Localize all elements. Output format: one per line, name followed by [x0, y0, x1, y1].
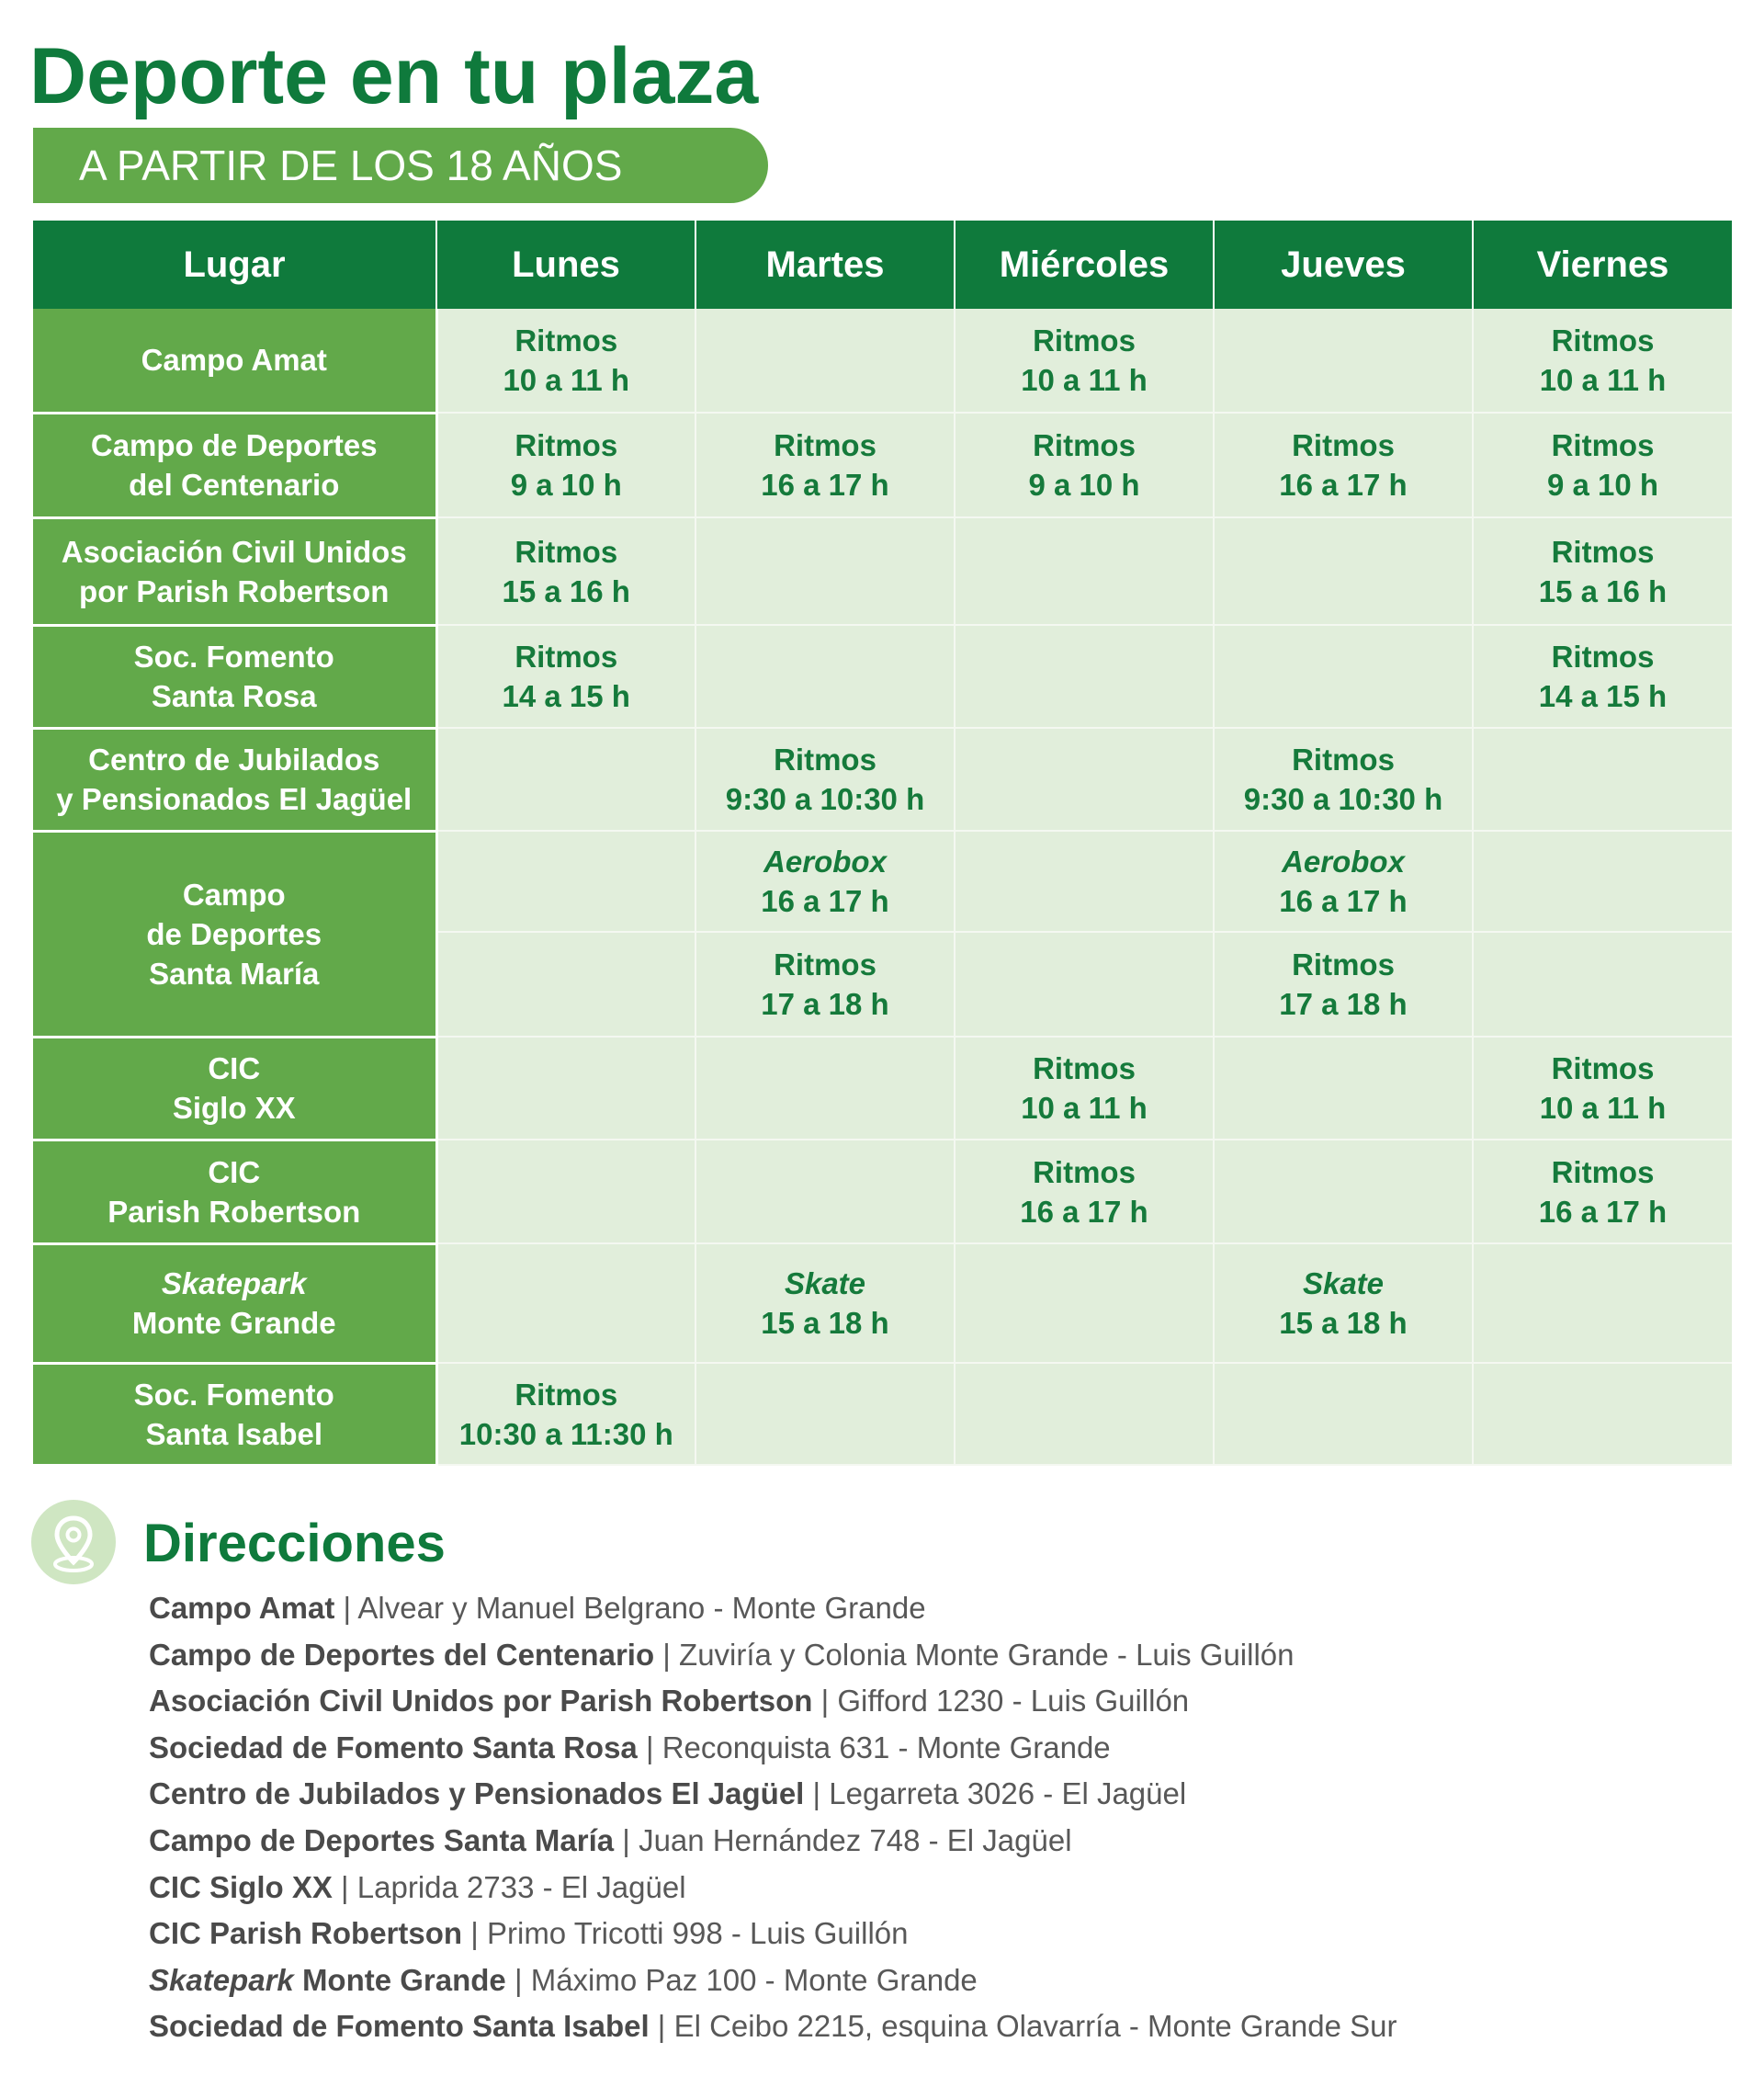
- schedule-cell: [1473, 413, 1732, 517]
- activity-label: Ritmos: [774, 947, 876, 981]
- time-label: 15 a 18 h: [1279, 1306, 1408, 1340]
- place-cell: [33, 1140, 436, 1243]
- place-name: de Deportes: [146, 916, 322, 951]
- list-item: [149, 1585, 1397, 1632]
- schedule-cell: [1473, 1243, 1732, 1363]
- schedule-cell: [695, 1243, 955, 1363]
- schedule-cell: [436, 625, 695, 728]
- table-row: [33, 625, 1732, 728]
- place-name: Asociación Civil Unidos: [61, 534, 407, 569]
- activity-label: Ritmos: [1033, 323, 1136, 357]
- place-name: Santa Rosa: [151, 679, 317, 713]
- address-label: Gifford 1230 - Luis Guillón: [837, 1684, 1190, 1719]
- place-cell: [33, 1363, 436, 1465]
- activity-label: Ritmos: [1551, 323, 1655, 357]
- place-name: Soc. Fomento: [133, 640, 334, 674]
- place-cell: [33, 1037, 436, 1140]
- list-item: [149, 1818, 1397, 1865]
- time-label: 15 a 18 h: [761, 1306, 889, 1340]
- time-label: 16 a 17 h: [1279, 468, 1408, 502]
- place-name: por Parish Robertson: [79, 573, 390, 608]
- place-cell: [33, 413, 436, 517]
- schedule-cell: [1214, 932, 1473, 1037]
- schedule-cell: [436, 728, 695, 831]
- time-label: 10 a 11 h: [1539, 363, 1667, 397]
- time-label: 17 a 18 h: [761, 987, 889, 1021]
- schedule-cell: [436, 932, 695, 1037]
- schedule-cell: [695, 1037, 955, 1140]
- activity-label: Ritmos: [1551, 1154, 1655, 1189]
- schedule-cell: [1214, 1140, 1473, 1243]
- address-label: Máximo Paz 100 - Monte Grande: [530, 1962, 978, 1997]
- activity-label: Ritmos: [1033, 1154, 1136, 1189]
- address-label: Juan Hernández 748 - El Jagüel: [639, 1822, 1072, 1857]
- schedule-cell: [695, 1363, 955, 1465]
- schedule-cell: [695, 413, 955, 517]
- schedule-cell: [436, 309, 695, 413]
- header-lugar: Lugar: [33, 221, 436, 309]
- separator: |: [812, 1684, 838, 1719]
- header-viernes: Viernes: [1473, 221, 1732, 309]
- activity-label: Ritmos: [1292, 428, 1395, 462]
- schedule-cell: [695, 1140, 955, 1243]
- table-row: [33, 413, 1732, 517]
- schedule-cell: [436, 413, 695, 517]
- schedule-cell: [695, 831, 955, 932]
- schedule-cell: [1214, 1037, 1473, 1140]
- page-title: Deporte en tu plaza: [29, 32, 759, 120]
- schedule-cell: [955, 1363, 1214, 1465]
- activity-label: Ritmos: [1292, 743, 1395, 777]
- time-label: 9:30 a 10:30 h: [1243, 782, 1443, 816]
- schedule-cell: [695, 728, 955, 831]
- time-label: 16 a 17 h: [1538, 1194, 1668, 1229]
- place-label: Monte Grande: [301, 1962, 506, 1997]
- place-cell: [33, 309, 436, 413]
- place-label: Sociedad de Fomento Santa Isabel: [149, 2009, 650, 2044]
- time-label: 16 a 17 h: [761, 884, 889, 918]
- list-item: [149, 1725, 1397, 1772]
- time-label: 10 a 11 h: [1539, 1091, 1667, 1125]
- separator: |: [654, 1637, 680, 1672]
- place-cell: [33, 831, 436, 1037]
- activity-label: Skate: [1302, 1266, 1385, 1300]
- schedule-cell: [955, 932, 1214, 1037]
- place-name: CIC: [208, 1051, 261, 1085]
- schedule-cell: [436, 1363, 695, 1465]
- schedule-cell: [695, 932, 955, 1037]
- list-item: [149, 1632, 1397, 1679]
- separator: [294, 1963, 302, 1997]
- schedule-cell: [1473, 309, 1732, 413]
- separator: |: [649, 2009, 674, 2044]
- place-name: Campo de Deportes: [90, 428, 378, 462]
- table-row: [33, 1243, 1732, 1363]
- schedule-cell: [1214, 1243, 1473, 1363]
- time-label: 10:30 a 11:30 h: [458, 1416, 673, 1451]
- time-label: 10 a 11 h: [503, 363, 630, 397]
- activity-label: Ritmos: [774, 428, 876, 462]
- place-label: CIC Siglo XX: [149, 1869, 333, 1904]
- directions-list: [149, 1585, 1397, 2050]
- place-cell: [33, 1243, 436, 1363]
- table-row: [33, 728, 1732, 831]
- schedule-cell: [1214, 309, 1473, 413]
- directions-title: Direcciones: [143, 1514, 446, 1573]
- separator: |: [505, 1962, 531, 1997]
- place-name: Santa Isabel: [145, 1416, 323, 1451]
- separator: |: [462, 1916, 487, 1951]
- schedule-cell: [436, 1243, 695, 1363]
- table-row: [33, 1363, 1732, 1465]
- schedule-cell: [955, 625, 1214, 728]
- table-row: [33, 1140, 1732, 1243]
- schedule-cell: [955, 413, 1214, 517]
- table-row: [33, 517, 1732, 625]
- time-label: 16 a 17 h: [1020, 1194, 1148, 1229]
- schedule-cell: [1214, 831, 1473, 932]
- table-row: [33, 831, 1732, 932]
- activity-label: Ritmos: [1551, 534, 1655, 569]
- list-item: [149, 2003, 1397, 2050]
- activity-label: Ritmos: [1292, 947, 1395, 981]
- schedule-cell: [1214, 413, 1473, 517]
- place-name: Centro de Jubilados: [88, 743, 380, 777]
- separator: |: [334, 1591, 358, 1625]
- place-label: Campo Amat: [149, 1591, 335, 1625]
- separator: |: [332, 1869, 357, 1904]
- schedule-cell: [955, 1037, 1214, 1140]
- list-item: [149, 1771, 1397, 1818]
- schedule-table: [33, 221, 1732, 1467]
- activity-label: Aerobox: [1282, 845, 1405, 879]
- address-label: Primo Tricotti 998 - Luis Guillón: [486, 1916, 909, 1951]
- schedule-cell: [955, 1140, 1214, 1243]
- place-cell: [33, 517, 436, 625]
- header-martes: Martes: [695, 221, 955, 309]
- address-label: Laprida 2733 - El Jagüel: [356, 1869, 686, 1904]
- place-name: Soc. Fomento: [133, 1377, 334, 1412]
- activity-label: Ritmos: [1551, 428, 1655, 462]
- schedule-cell: [436, 831, 695, 932]
- schedule-cell: [1473, 831, 1732, 932]
- schedule-cell: [695, 309, 955, 413]
- location-pin-icon: [29, 1498, 118, 1586]
- schedule-cell: [955, 831, 1214, 932]
- schedule-cell: [695, 625, 955, 728]
- place-name: Campo Amat: [141, 343, 327, 378]
- activity-label: Ritmos: [514, 1377, 618, 1412]
- schedule-cell: [695, 517, 955, 625]
- activity-label: Ritmos: [774, 743, 876, 777]
- time-label: 10 a 11 h: [1021, 1091, 1148, 1125]
- separator: |: [614, 1822, 639, 1857]
- table-row: [33, 1037, 1732, 1140]
- activity-label: Ritmos: [514, 534, 618, 569]
- address-label: Zuviría y Colonia Monte Grande - Luis Guillón: [679, 1637, 1295, 1672]
- activity-label: Skate: [784, 1266, 866, 1300]
- time-label: 9 a 10 h: [1028, 468, 1140, 502]
- place-label: CIC Parish Robertson: [149, 1916, 463, 1951]
- address-label: El Ceibo 2215, esquina Olavarría - Monte Grande Sur: [673, 2009, 1397, 2044]
- place-label: Asociación Civil Unidos por Parish Robertson: [149, 1684, 813, 1719]
- place-name: Monte Grande: [131, 1306, 336, 1340]
- schedule-cell: [1214, 517, 1473, 625]
- schedule-cell: [955, 728, 1214, 831]
- place-name: Campo: [182, 877, 286, 912]
- header-lunes: Lunes: [436, 221, 695, 309]
- age-banner: A PARTIR DE LOS 18 AÑOS: [33, 128, 768, 203]
- address-label: Reconquista 631 - Monte Grande: [662, 1730, 1111, 1764]
- table-row: [33, 309, 1732, 413]
- schedule-cell: [436, 517, 695, 625]
- time-label: 16 a 17 h: [761, 468, 889, 502]
- activity-label: Ritmos: [1551, 640, 1655, 674]
- schedule-cell: [1473, 1363, 1732, 1465]
- time-label: 15 a 16 h: [502, 573, 630, 608]
- place-cell: [33, 728, 436, 831]
- address-label: Alvear y Manuel Belgrano - Monte Grande: [357, 1591, 926, 1625]
- schedule-cell: [1473, 932, 1732, 1037]
- list-item: [149, 1865, 1397, 1912]
- schedule-cell: [436, 1140, 695, 1243]
- place-name: Skatepark: [161, 1266, 307, 1300]
- place-label: Centro de Jubilados y Pensionados El Jagüel: [149, 1776, 805, 1811]
- address-label: Legarreta 3026 - El Jagüel: [829, 1776, 1187, 1811]
- time-label: 16 a 17 h: [1279, 884, 1408, 918]
- time-label: 15 a 16 h: [1538, 573, 1668, 608]
- list-item: [149, 1678, 1397, 1725]
- schedule-cell: [1214, 1363, 1473, 1465]
- place-name: Siglo XX: [172, 1091, 296, 1125]
- schedule-cell: [1473, 625, 1732, 728]
- place-label: Campo de Deportes del Centenario: [149, 1637, 655, 1672]
- time-label: 9 a 10 h: [1546, 468, 1659, 502]
- place-name: del Centenario: [129, 468, 340, 502]
- activity-label: Ritmos: [1033, 428, 1136, 462]
- activity-label: Ritmos: [1033, 1051, 1136, 1085]
- place-name: y Pensionados El Jagüel: [56, 782, 413, 816]
- time-label: 10 a 11 h: [1021, 363, 1148, 397]
- schedule-cell: [1473, 517, 1732, 625]
- schedule-cell: [1473, 1037, 1732, 1140]
- list-item: [149, 1911, 1397, 1957]
- time-label: 17 a 18 h: [1279, 987, 1408, 1021]
- schedule-cell: [955, 309, 1214, 413]
- place-label: Sociedad de Fomento Santa Rosa: [149, 1730, 638, 1764]
- schedule-cell: [1473, 728, 1732, 831]
- time-label: 9:30 a 10:30 h: [725, 782, 925, 816]
- header-row: [33, 221, 1732, 309]
- schedule-cell: [436, 1037, 695, 1140]
- schedule-cell: [1214, 625, 1473, 728]
- activity-label: Ritmos: [514, 323, 618, 357]
- place-cell: [33, 625, 436, 728]
- place-name: CIC: [208, 1154, 261, 1189]
- header-miercoles: Miércoles: [955, 221, 1214, 309]
- activity-label: Aerobox: [763, 845, 887, 879]
- header-jueves: Jueves: [1214, 221, 1473, 309]
- place-name: Parish Robertson: [107, 1194, 361, 1229]
- separator: |: [637, 1730, 662, 1764]
- time-label: 14 a 15 h: [1538, 679, 1668, 713]
- schedule-cell: [1473, 1140, 1732, 1243]
- separator: |: [804, 1776, 830, 1811]
- time-label: 14 a 15 h: [502, 679, 630, 713]
- place-label-italic: Skatepark: [149, 1962, 294, 1997]
- schedule-cell: [1214, 728, 1473, 831]
- list-item: [149, 1957, 1397, 2004]
- place-label: Campo de Deportes Santa María: [149, 1822, 615, 1857]
- activity-label: Ritmos: [514, 640, 618, 674]
- place-name: Santa María: [149, 956, 320, 991]
- schedule-cell: [955, 517, 1214, 625]
- activity-label: Ritmos: [514, 428, 618, 462]
- time-label: 9 a 10 h: [510, 468, 622, 502]
- schedule-cell: [955, 1243, 1214, 1363]
- activity-label: Ritmos: [1551, 1051, 1655, 1085]
